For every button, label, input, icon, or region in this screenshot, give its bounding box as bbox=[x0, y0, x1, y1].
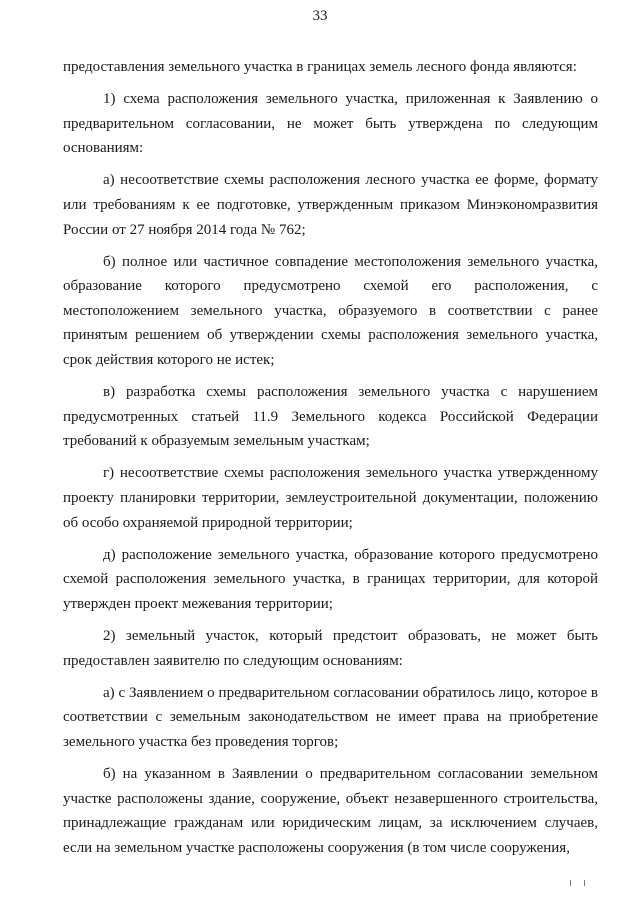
paragraph-item-1v: в) разработка схемы расположения земельного участка с нарушением предусмотренных статьей 11.9 Земельного кодекса Российской Федерации требований к образуемым земельным участкам; bbox=[63, 384, 598, 450]
page-number: 33 bbox=[312, 8, 328, 24]
document-body bbox=[63, 55, 598, 868]
paragraph-item-2: 2) земельный участок, который предстоит образовать, не может быть предоставлен заявителю по следующим основаниям: bbox=[63, 627, 598, 669]
paragraph-item-2b: б) на указанном в Заявлении о предварительном согласовании земельном участке расположены здание, сооружение, объект незавершенного строительства, принадлежащие гражданам или юридическим лицам, за исключением случаев, если на земельном участке расположены сооружения (в том числе сооружения, bbox=[63, 765, 598, 856]
paragraph-item-1: 1) схема расположения земельного участка, приложенная к Заявлению о предварительном согласовании, не может быть утверждена по следующим основаниям: bbox=[63, 91, 598, 157]
paragraph-continuation: предоставления земельного участка в границах земель лесного фонда являются: bbox=[63, 59, 577, 75]
paragraph-item-1b: б) полное или частичное совпадение местоположения земельного участка, образование которого предусмотрено схемой его расположения, с местоположением земельного участка, образуемого в соответствии с ранее принятым решением об утверждении схемы расположения земельного участка, срок действия которого не истек; bbox=[63, 253, 598, 369]
paragraph-item-2a: а) с Заявлением о предварительном согласовании обратилось лицо, которое в соответствии с земельным законодательством не имеет права на приобретение земельного участка без проведения торгов; bbox=[63, 684, 598, 750]
paragraph-item-1d: д) расположение земельного участка, образование которого предусмотрено схемой расположения земельного участка, в границах территории, для которой утвержден проект межевания территории; bbox=[63, 546, 598, 612]
paragraph-item-1a: а) несоответствие схемы расположения лесного участка ее форме, формату или требованиям к ее подготовке, утвержденным приказом Минэкономразвития России от 27 ноября 2014 года № 762; bbox=[63, 172, 598, 238]
scan-corner-marks bbox=[568, 880, 588, 888]
paragraph-item-1g: г) несоответствие схемы расположения земельного участка утвержденному проекту планировки территории, землеустроительной документации, положению об особо охраняемой природной территории; bbox=[63, 465, 598, 531]
